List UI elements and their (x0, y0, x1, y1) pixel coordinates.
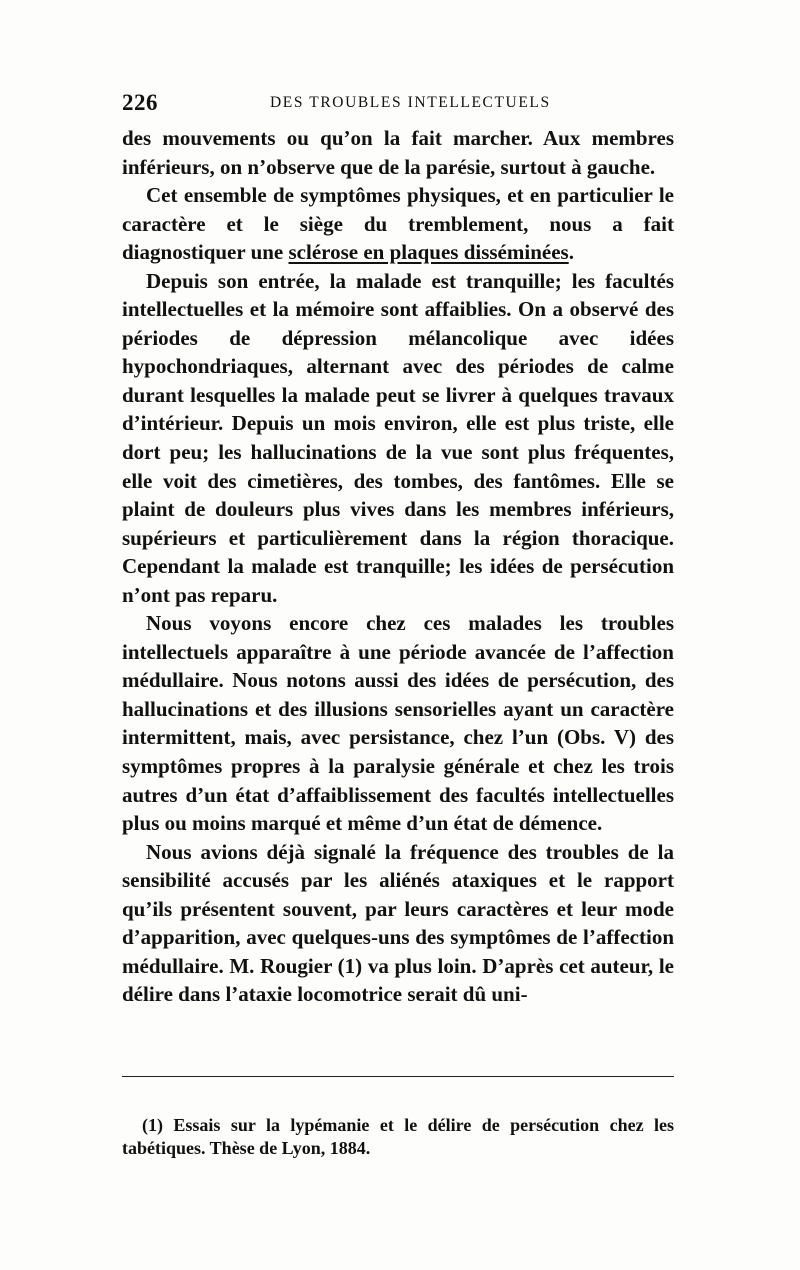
paragraph-intellectual-troubles: Nous voyons encore chez ces malades les troubles intellectuels apparaître à une période avancée de l’affection médullaire. Nous notons aussi des idées de persécution, des hallucinations et des illusions sensorielles ayant un caractère intermittent, mais, avec persistance, chez l’un (Obs. V) des symptômes propres à la paralysie générale et chez les trois autres d’un état d’affaiblissement des facultés intellectuelles plus ou moins marqué et même d’un état de démence. (122, 611, 674, 836)
body-text (122, 124, 674, 1009)
paragraph-continuation: des mouvements ou qu’on la fait marcher. Aux membres inférieurs, on n’observe que de la parésie, surtout à gauche. (122, 126, 674, 179)
underlined-diagnosis: sclérose en plaques disséminées (288, 240, 569, 265)
page-header (122, 90, 674, 120)
paragraph-since-admission: Depuis son entrée, la malade est tranquille; les facultés intellectuelles et la mémoire sont affaiblies. On a observé des périodes de dépression mélancolique avec idées hypochondriaques, alternant avec des périodes de calme durant lesquelles la malade peut se livrer à quelques travaux d’intérieur. Depuis un mois environ, elle est plus triste, elle dort peu; les hallucinations de la vue sont plus fréquentes, elle voit des cimetières, des tombes, des fantômes. Elle se plaint de douleurs plus vives dans les membres inférieurs, supérieurs et particulièrement dans la région thoracique. Cependant la malade est tranquille; les idées de persécution n’ont pas reparu. (122, 268, 674, 607)
footnote: (1) Essais sur la lypémanie et le délire de persécution chez les tabétiques. Thèse de Lyon, 1884. (122, 1115, 674, 1158)
diagnosis-text-after: . (568, 240, 574, 265)
page-number: 226 (122, 90, 158, 115)
paragraph-sensibility: Nous avions déjà signalé la fréquence des troubles de la sensibilité accusés par les aliénés ataxiques et le rapport qu’ils présentent souvent, par leurs caractères et leur mode d’apparition, avec quelques-uns des symptômes de l’affection médullaire. M. Rougier (1) va plus loin. D’après cet auteur, le délire dans l’ataxie locomotrice serait dû uni- (122, 839, 674, 1007)
running-head: DES TROUBLES INTELLECTUELS (270, 94, 551, 111)
diagnosis-text-before: Cet ensemble de symptômes physiques, et en particulier le caractère et le siège du tremblement, nous a fait diagnostiquer une (122, 183, 674, 265)
footnote-divider (122, 1076, 674, 1077)
paragraph-diagnosis (122, 181, 674, 267)
